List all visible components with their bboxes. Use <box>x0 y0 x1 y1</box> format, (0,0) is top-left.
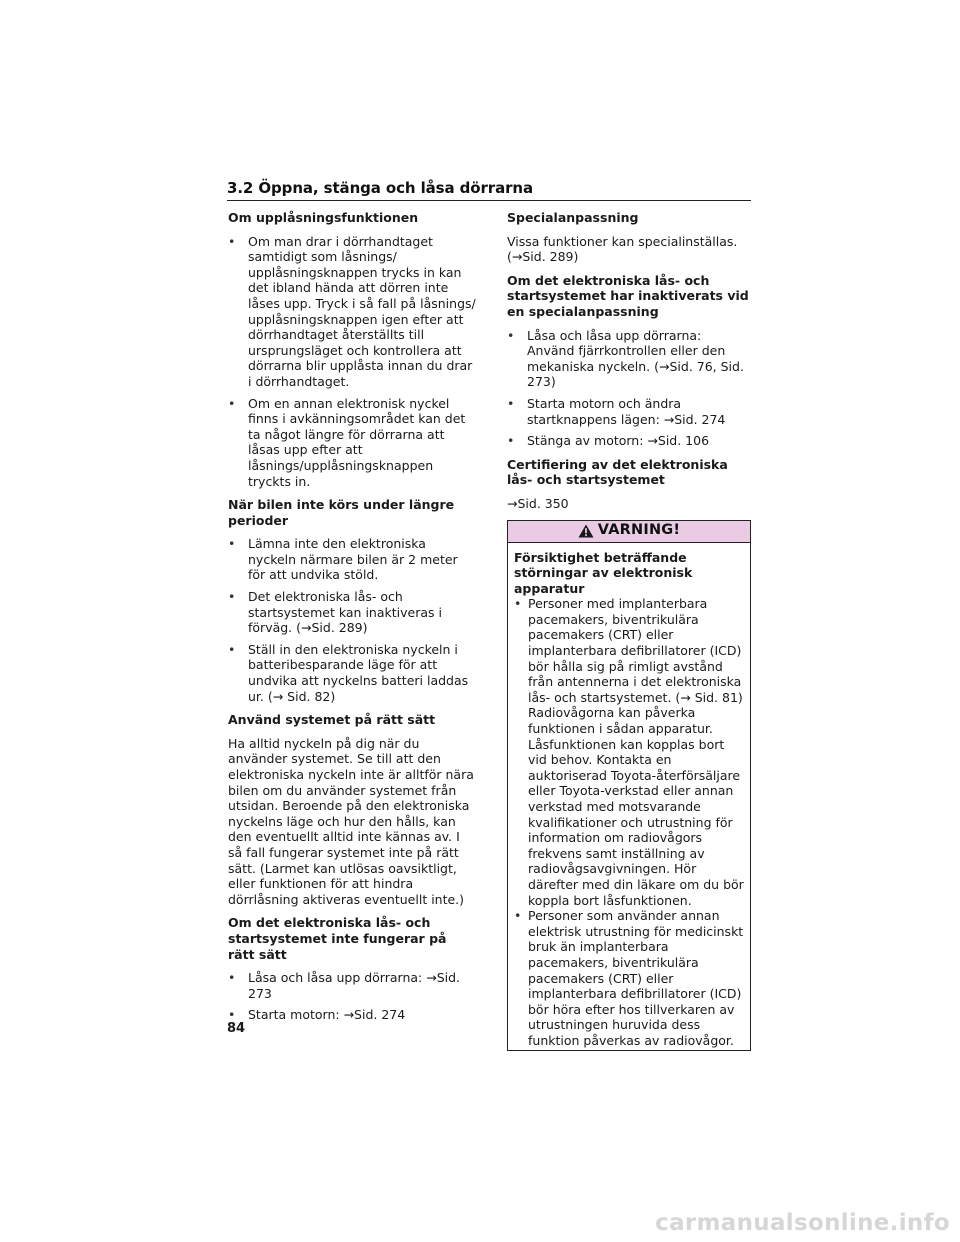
warning-header <box>508 521 750 543</box>
heading-system-malfunction: Om det elektroniska lås- och startsystemet inte fungerar på rätt sätt <box>228 915 447 962</box>
warning-body <box>508 543 750 1050</box>
list-item: • Personer med implanterbara pacemakers, biventrikulära pacemakers (CRT) eller implanterbara defibrillatorer (ICD) bör hålla sig på rimligt avstånd från antennerna i det elektroniska lås- och startsystemet. (→ Sid. 81) Radiovågorna kan påverka funktionen i sådan apparatur. Låsfunktionen kan kopplas bort vid behov. Kontakta en auktoriserad Toyota-återförsäljare eller Toyota-verkstad eller annan verkstad med motsvarande kvalifikationer och utrustning för information om radiovågors frekvens samt inställning av radiovågsavgivningen. Hör därefter med din läkare om du bör koppla bort låsfunktionen. <box>514 596 744 908</box>
page-number: 84 <box>227 1021 246 1036</box>
list-unlock-function <box>228 234 476 490</box>
heading-certification: Certifiering av det elektroniska lås- och startsystemet <box>507 456 728 488</box>
list-long-periods <box>228 536 476 704</box>
list-deactivated <box>507 328 751 449</box>
watermark: carmanualsonline.info <box>655 1210 950 1236</box>
paragraph-customization: Vissa funktioner kan specialinställas. (→Sid. 289) <box>507 233 738 265</box>
warning-subheading: Försiktighet beträffande störningar av elektronisk apparatur <box>514 549 693 596</box>
right-column <box>507 210 751 1051</box>
list-item: • Starta motorn och ändra startknappens lägen: →Sid. 274 <box>507 396 751 427</box>
heading-deactivated: Om det elektroniska lås- och startsystemet har inaktiverats vid en specialanpassning <box>507 272 749 319</box>
heading-use-correctly: Använd systemet på rätt sätt <box>228 712 436 728</box>
warning-triangle-icon <box>578 524 594 538</box>
paragraph-use-correctly: Ha alltid nyckeln på dig när du använder systemet. Se till att den elektroniska nyckeln inte är alltför nära bilen om du använder systemet från utsidan. Beroende på den elektroniska nyckelns läge och hur den hålls, kan den eventuellt alltid inte kännas av. I så fall fungerar systemet inte på rätt sätt. (Larmet kan utlösas oavsiktligt, eller funktionen för att hindra dörrlåsning aktiveras eventuellt inte.) <box>228 735 474 907</box>
warning-box <box>507 520 751 1051</box>
heading-long-periods: När bilen inte körs under längre perioder <box>228 497 455 528</box>
list-item: • Om en annan elektronisk nyckel finns i avkänningsområdet kan det ta något längre för dörrarna att låsas upp efter att låsnings/upplåsningsknappen tryckts in. <box>228 396 476 490</box>
list-item: • Låsa och låsa upp dörrarna: Använd fjärrkontrollen eller den mekaniska nyckeln. (→Sid. 76, Sid. 273) <box>507 328 751 390</box>
list-item: • Låsa och låsa upp dörrarna: →Sid. 273 <box>228 970 476 1001</box>
warning-list <box>514 596 744 1048</box>
section-header <box>227 178 751 201</box>
warning-title: VARNING! <box>597 522 681 539</box>
section-title: 3.2 Öppna, stänga och låsa dörrarna <box>227 179 534 197</box>
list-item: • Stänga av motorn: →Sid. 106 <box>507 433 751 449</box>
list-item: • Ställ in den elektroniska nyckeln i batteribesparande läge för att undvika att nyckelns batteri laddas ur. (→ Sid. 82) <box>228 642 476 704</box>
paragraph-certification: →Sid. 350 <box>507 495 569 511</box>
list-item: • Det elektroniska lås- och startsystemet kan inaktiveras i förväg. (→Sid. 289) <box>228 589 476 636</box>
list-item: • Starta motorn: →Sid. 274 <box>228 1007 476 1023</box>
list-system-malfunction <box>228 970 476 1023</box>
left-column <box>228 210 476 1031</box>
heading-customization: Specialanpassning <box>507 210 639 225</box>
heading-unlock-function: Om upplåsningsfunktionen <box>228 210 419 225</box>
list-item: • Personer som använder annan elektrisk utrustning för medicinskt bruk än implanterbara pacemakers, biventrikulära pacemakers (CRT) eller implanterbara defibrillatorer (ICD) bör höra efter hos tillverkaren av utrustningen huruvida dess funktion påverkas av radiovågor. <box>514 908 744 1048</box>
list-item: • Om man drar i dörrhandtaget samtidigt som låsnings/ upplåsningsknappen trycks in kan det ibland hända att dörren inte låses upp. Tryck i så fall på låsnings/ upplåsningsknappen igen efter att dörrhandtaget återställts till ursprungsläget och kontrollera att dörrarna blir upplåsta innan du drar i dörrhandtaget. <box>228 234 476 390</box>
list-item: • Lämna inte den elektroniska nyckeln närmare bilen är 2 meter för att undvika stöld. <box>228 536 476 583</box>
